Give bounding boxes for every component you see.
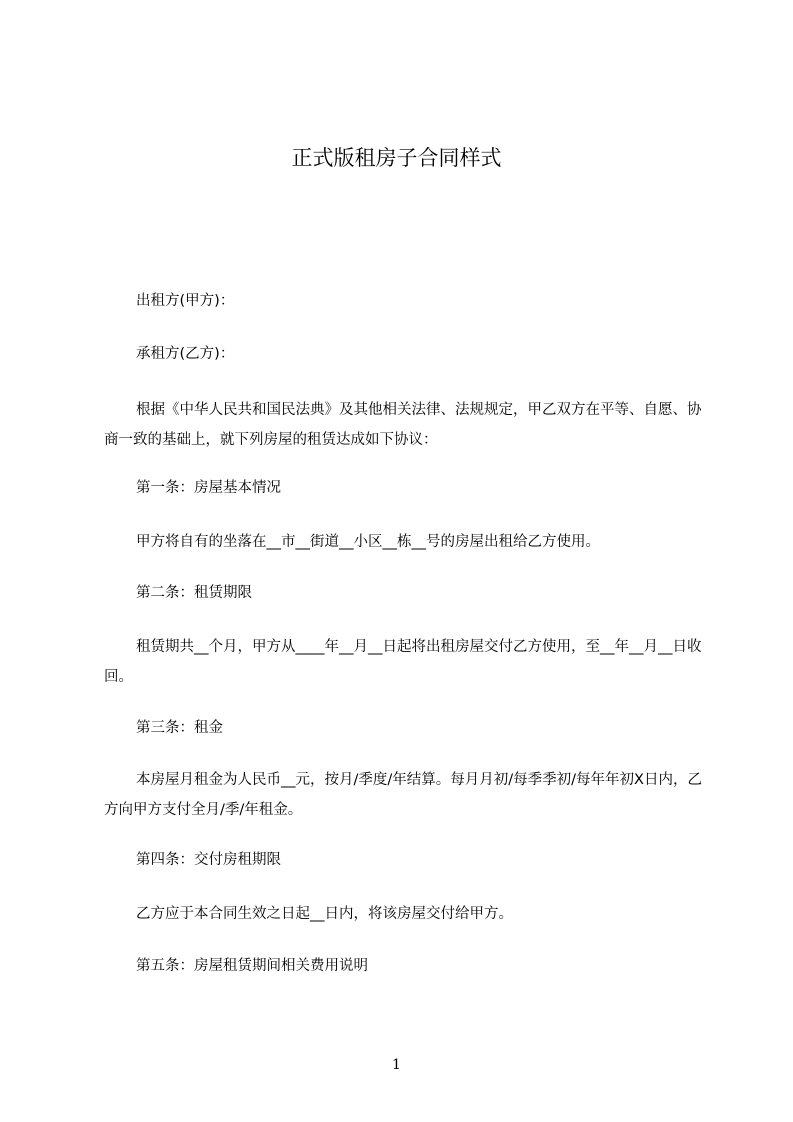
- article-2-heading: 第二条：租赁期限: [136, 585, 252, 601]
- article-4-body: 乙方应于本合同生效之日起__日内，将该房屋交付给甲方。: [136, 906, 513, 922]
- article-1-heading: 第一条：房屋基本情况: [136, 480, 281, 496]
- preamble-paragraph: 根据《中华人民共和国民法典》及其他相关法律、法规规定，甲乙双方在平等、自愿、协商一致的基础上，就下列房屋的租赁达成如下协议：: [104, 402, 702, 448]
- article-2-body: 租赁期共__个月，甲方从____年__月__日起将出租房屋交付乙方使用，至__年__月__日收回。: [104, 639, 702, 685]
- page-number: 1: [392, 1057, 401, 1073]
- article-5-heading: 第五条：房屋租赁期间相关费用说明: [136, 958, 368, 974]
- article-4-heading: 第四条：交付房租期限: [136, 852, 281, 868]
- article-3-body: 本房屋月租金为人民币__元，按月/季度/年结算。每月月初/每季季初/每年年初X日内，乙方向甲方支付全月/季/年租金。: [104, 772, 702, 818]
- article-3-heading: 第三条：租金: [136, 720, 223, 736]
- article-1-body: 甲方将自有的坐落在__市__街道__小区__栋__号的房屋出租给乙方使用。: [136, 534, 600, 550]
- party-a-line: 出租方(甲方)：: [136, 293, 235, 309]
- party-b-line: 承租方(乙方)：: [136, 346, 235, 362]
- document-title: 正式版租房子合同样式: [291, 146, 502, 170]
